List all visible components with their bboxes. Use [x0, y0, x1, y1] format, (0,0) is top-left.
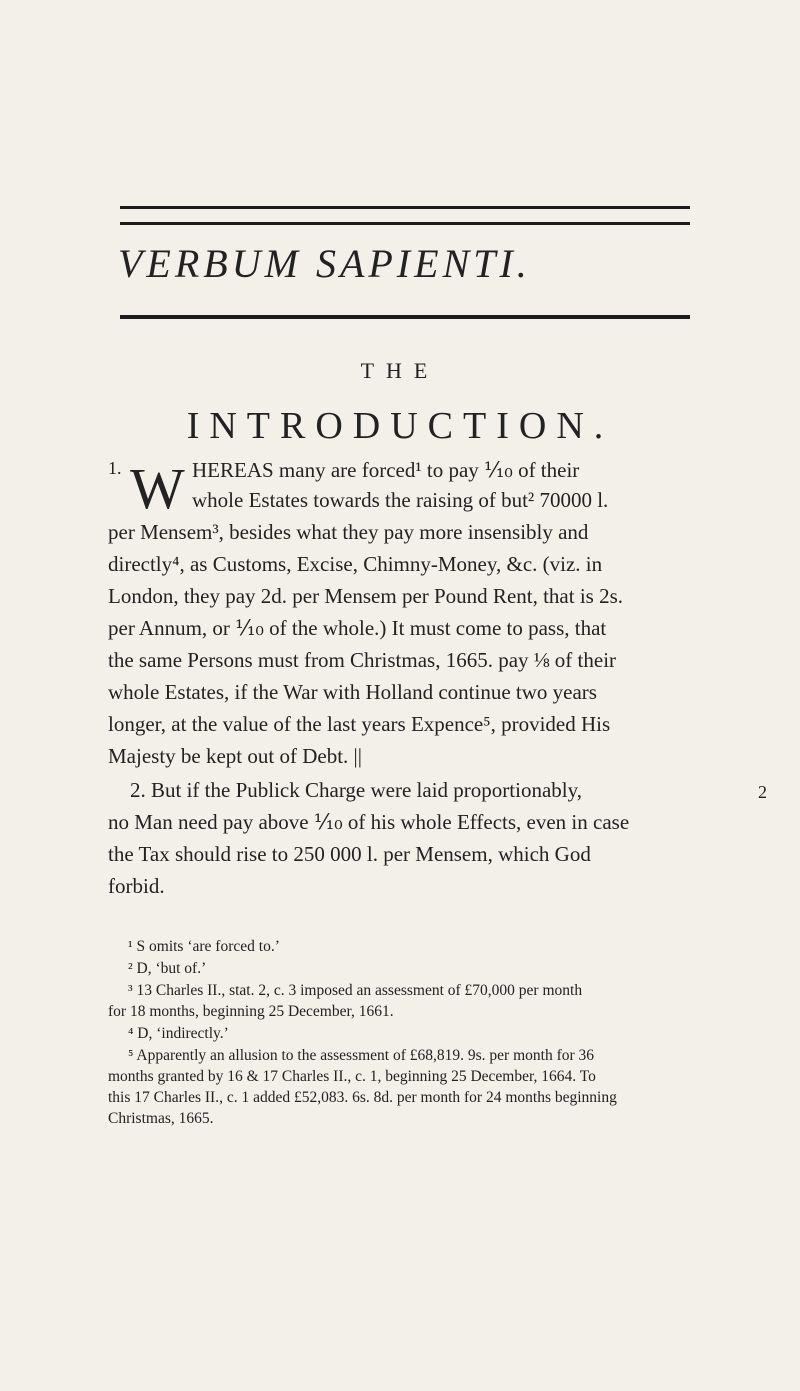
- footnote-1: ¹ S omits ‘are forced to.’: [128, 938, 280, 955]
- margin-number: 2: [758, 782, 767, 802]
- paragraph1-line-10: Majesty be kept out of Debt. ||: [108, 744, 362, 768]
- paragraph1-line-3: per Mensem³, besides what they pay more insensibly and: [108, 520, 589, 544]
- paragraph1-line-1: HEREAS many are forced¹ to pay ⅒ of their: [192, 458, 580, 482]
- footnote-5-cont-3: Christmas, 1665.: [108, 1110, 214, 1127]
- paragraph1-line-9: longer, at the value of the last years Expence⁵, provided His: [108, 712, 611, 736]
- paragraph1-line-4: directly⁴, as Customs, Excise, Chimny-Money, &c. (viz. in: [108, 552, 603, 576]
- footnote-2: ² D, ‘but of.’: [128, 960, 207, 977]
- paragraph1-line-8: whole Estates, if the War with Holland continue two years: [108, 680, 597, 704]
- paragraph1-line-7: the same Persons must from Christmas, 1665. pay ⅛ of their: [108, 648, 617, 672]
- footnote-5-cont-2: this 17 Charles II., c. 1 added £52,083. 6s. 8d. per month for 24 months beginning: [108, 1089, 617, 1106]
- heading-small: THE: [360, 358, 440, 383]
- paragraph1-line-5: London, they pay 2d. per Mensem per Pound Rent, that is 2s.: [108, 584, 624, 608]
- footnote-5: ⁵ Apparently an allusion to the assessment of £68,819. 9s. per month for 36: [128, 1047, 595, 1064]
- footnote-5-cont-1: months granted by 16 & 17 Charles II., c. 1, beginning 25 December, 1664. To: [108, 1068, 596, 1085]
- paragraph2-line-1: 2. But if the Publick Charge were laid proportionably,: [130, 778, 582, 802]
- footnote-4: ⁴ D, ‘indirectly.’: [128, 1025, 229, 1042]
- paragraph1-line-6: per Annum, or ⅒ of the whole.) It must come to pass, that: [108, 616, 607, 640]
- top-rule-lower: [120, 222, 690, 225]
- footnote-3: ³ 13 Charles II., stat. 2, c. 3 imposed an assessment of £70,000 per month: [128, 982, 583, 999]
- title-underline-rule: [120, 315, 690, 319]
- top-rule-upper: [120, 206, 690, 209]
- drop-cap: W: [130, 456, 185, 521]
- footnote-3-cont: for 18 months, beginning 25 December, 1661.: [108, 1003, 394, 1020]
- heading-large: INTRODUCTION.: [186, 405, 614, 447]
- paragraph1-line-2: whole Estates towards the raising of but² 70000 l.: [192, 488, 609, 512]
- paragraph2-line-2: no Man need pay above ⅒ of his whole Effects, even in case: [108, 810, 630, 834]
- paragraph2-line-4: forbid.: [108, 874, 165, 898]
- paragraph-number: 1.: [108, 458, 122, 478]
- running-title: VERBUM SAPIENTI.: [118, 241, 531, 286]
- paragraph2-line-3: the Tax should rise to 250 000 l. per Mensem, which God: [108, 842, 591, 866]
